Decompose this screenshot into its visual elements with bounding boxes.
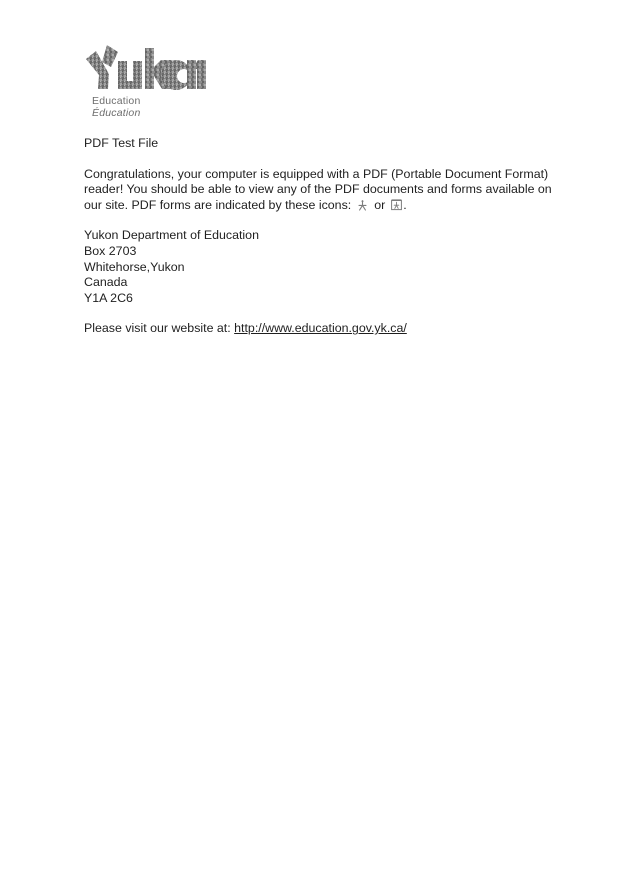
page-title: PDF Test File — [84, 136, 159, 150]
address-line-postal-code: Y1A 2C6 — [84, 290, 133, 305]
yukon-wordmark-icon — [84, 43, 208, 95]
address-line-country: Canada — [84, 275, 128, 290]
address-line-organization: Yukon Department of Education — [84, 228, 259, 243]
document-content — [84, 136, 554, 337]
yukon-education-logo — [84, 43, 214, 120]
acrobat-document-form-icon — [391, 199, 402, 211]
logo-subtitle-group — [84, 96, 214, 120]
website-prefix-label: Please visit our website at: — [84, 321, 231, 336]
address-line-box: Box 2703 — [84, 243, 137, 258]
icon-separator-label: or — [374, 197, 386, 212]
website-link[interactable]: http://www.education.gov.yk.ca/ — [234, 321, 407, 336]
logo-subtitle-english: Education — [92, 95, 141, 107]
logo-subtitle-french: Éducation — [92, 106, 141, 119]
paragraph-end-period: . — [403, 197, 407, 212]
mailing-address — [84, 228, 554, 306]
acrobat-form-icon — [357, 200, 368, 211]
address-line-city: Whitehorse,Yukon — [84, 259, 185, 274]
website-line — [84, 321, 554, 337]
intro-paragraph — [84, 167, 554, 214]
intro-paragraph-text: Congratulations, your computer is equipped with a PDF (Portable Document Format) reader! You should be able to view any of the PDF documents and forms available on our site. PDF forms are indicated by these icons: — [84, 166, 552, 212]
